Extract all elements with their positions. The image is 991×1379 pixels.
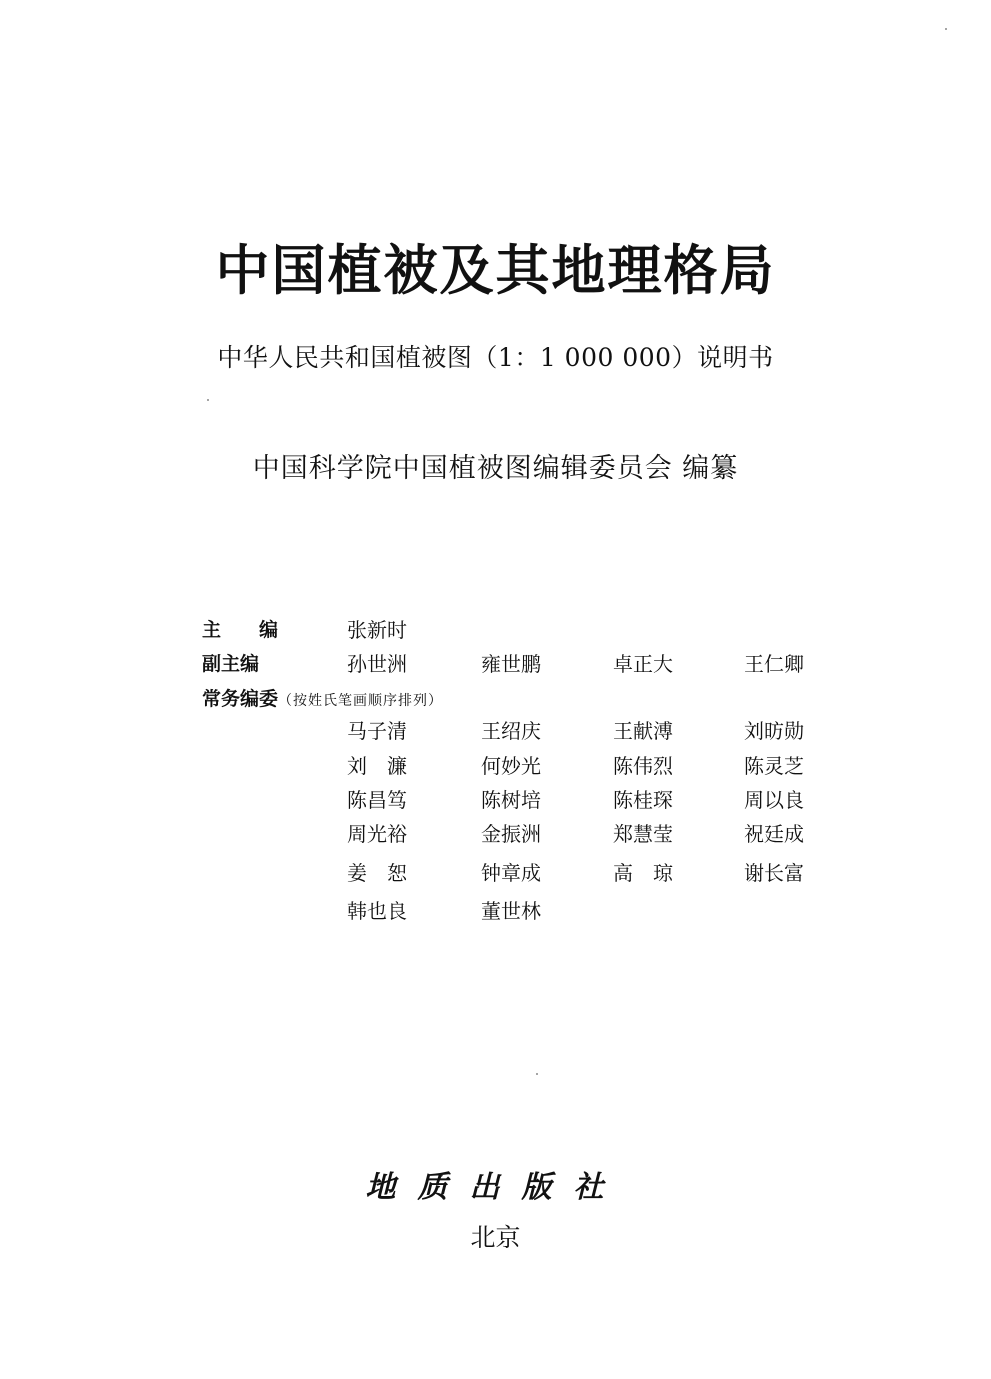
chief-editor-label: 主 编 <box>202 619 279 641</box>
standing-editor-name: 周以良 <box>744 788 804 812</box>
standing-editor-name: 董世林 <box>481 899 541 923</box>
deputy-editor-name: 卓正大 <box>613 652 673 676</box>
ordering-note: （按姓氏笔画顺序排列） <box>278 693 444 709</box>
standing-editor-name: 刘昉勋 <box>744 719 804 743</box>
standing-editor-name: 姜 恕 <box>347 861 407 885</box>
chief-editor-name: 张新时 <box>347 618 407 642</box>
standing-editor-name: 谢长富 <box>744 861 804 885</box>
deputy-editor-name: 孙世洲 <box>347 652 407 676</box>
compiler-credit: 中国科学院中国植被图编辑委员会 编纂 <box>252 453 739 484</box>
standing-editor-name: 陈桂琛 <box>613 788 673 812</box>
standing-editor-name: 韩也良 <box>347 899 407 923</box>
standing-editor-name: 陈树培 <box>481 788 541 812</box>
standing-editor-name: 陈灵芝 <box>744 754 804 778</box>
standing-editor-name: 何妙光 <box>481 754 541 778</box>
standing-editor-name: 马子清 <box>347 719 407 743</box>
standing-editor-name: 王绍庆 <box>481 719 541 743</box>
standing-editor-name: 陈昌笃 <box>347 788 407 812</box>
book-subtitle: 中华人民共和国植被图（1：1 000 000）说明书 <box>217 343 774 372</box>
publisher-city: 北京 <box>470 1223 521 1252</box>
standing-editor-name: 祝廷成 <box>744 822 804 846</box>
standing-editor-name: 刘 濂 <box>347 754 407 778</box>
standing-editor-title: 常务编委 <box>202 688 279 710</box>
scan-speck <box>945 28 947 30</box>
standing-editor-name: 高 琼 <box>613 861 673 885</box>
book-title: 中国植被及其地理格局 <box>215 239 776 302</box>
standing-editor-name: 郑慧莹 <box>613 822 673 846</box>
scan-speck <box>207 399 209 401</box>
deputy-editor-label: 副主编 <box>202 653 260 675</box>
standing-editor-name: 陈伟烈 <box>613 754 673 778</box>
standing-editor-label <box>202 684 443 711</box>
scan-speck <box>536 1073 538 1075</box>
publisher-name: 地质出版社 <box>365 1170 626 1205</box>
standing-editor-name: 钟章成 <box>481 861 541 885</box>
deputy-editor-name: 雍世鹏 <box>481 652 541 676</box>
deputy-editor-name: 王仁卿 <box>744 652 804 676</box>
standing-editor-name: 周光裕 <box>347 822 407 846</box>
standing-editor-name: 王献溥 <box>613 719 673 743</box>
standing-editor-name: 金振洲 <box>481 822 541 846</box>
